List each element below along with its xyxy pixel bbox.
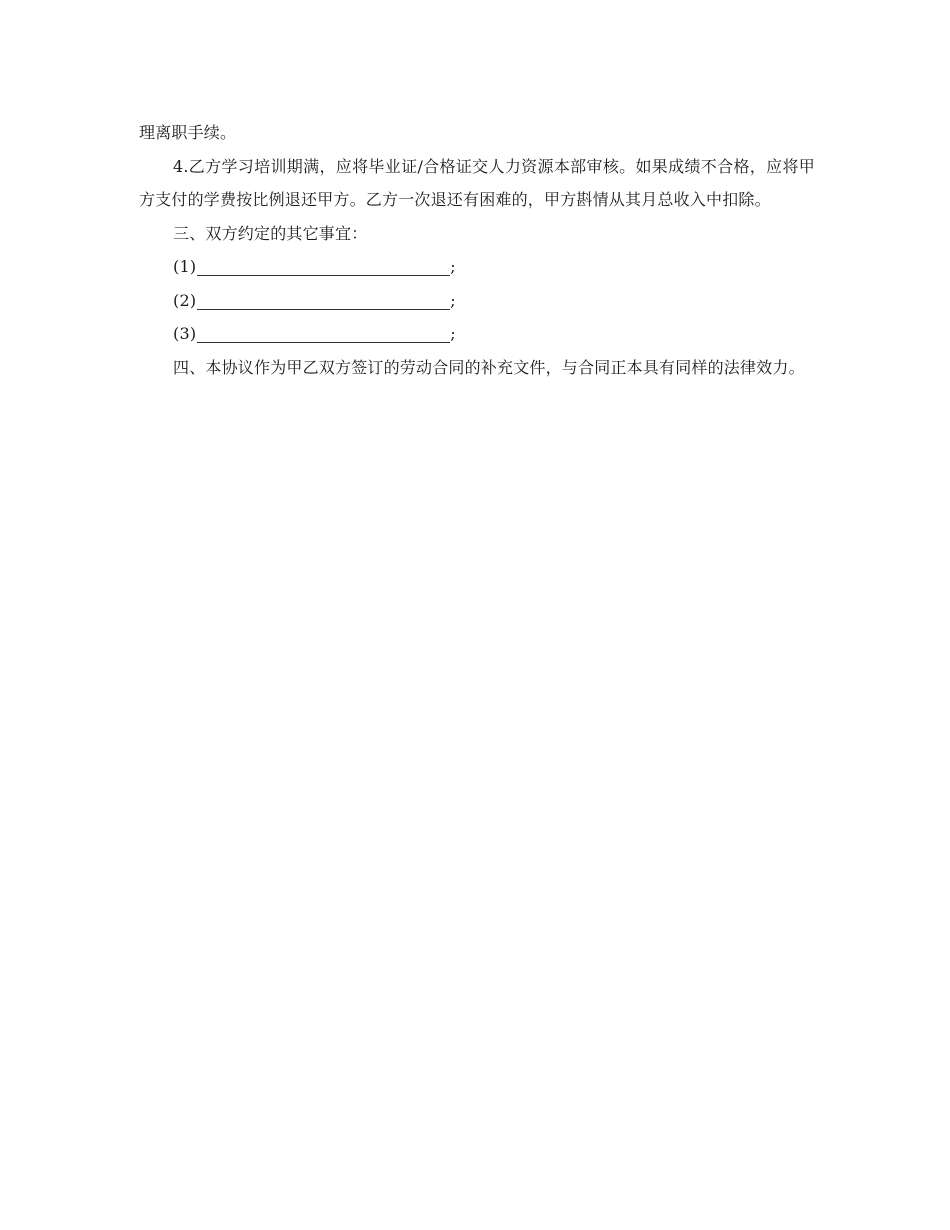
blank-item-1: [139, 250, 815, 284]
fill-in-blank: [197, 322, 450, 343]
paragraph-continuation: 理离职手续。: [139, 123, 237, 142]
blank-item-3: [139, 317, 815, 351]
blank-item-2: [139, 284, 815, 318]
blank-item-label: (2): [173, 290, 197, 310]
fill-in-blank: [197, 289, 450, 310]
paragraph-clause-4: 4.乙方学习培训期满，应将毕业证/合格证交人力资源本部审核。如果成绩不合格，应将甲方支付的学费按比例退还甲方。乙方一次退还有困难的，甲方斟情从其月总收入中扣除。: [139, 156, 815, 209]
fill-in-blank: [197, 255, 450, 276]
paragraph-section-3: 三、双方约定的其它事宜：: [173, 223, 368, 243]
blank-item-label: (3): [173, 324, 197, 343]
blank-item-label: (1): [173, 257, 197, 276]
document-page: [139, 116, 815, 384]
blank-item-end: ;: [450, 257, 456, 276]
blank-item-end: ;: [450, 290, 456, 310]
paragraph-section-4: 四、本协议作为甲乙双方签订的劳动合同的补充文件，与合同正本具有同样的法律效力。: [173, 357, 805, 377]
blank-item-end: ;: [450, 324, 456, 343]
